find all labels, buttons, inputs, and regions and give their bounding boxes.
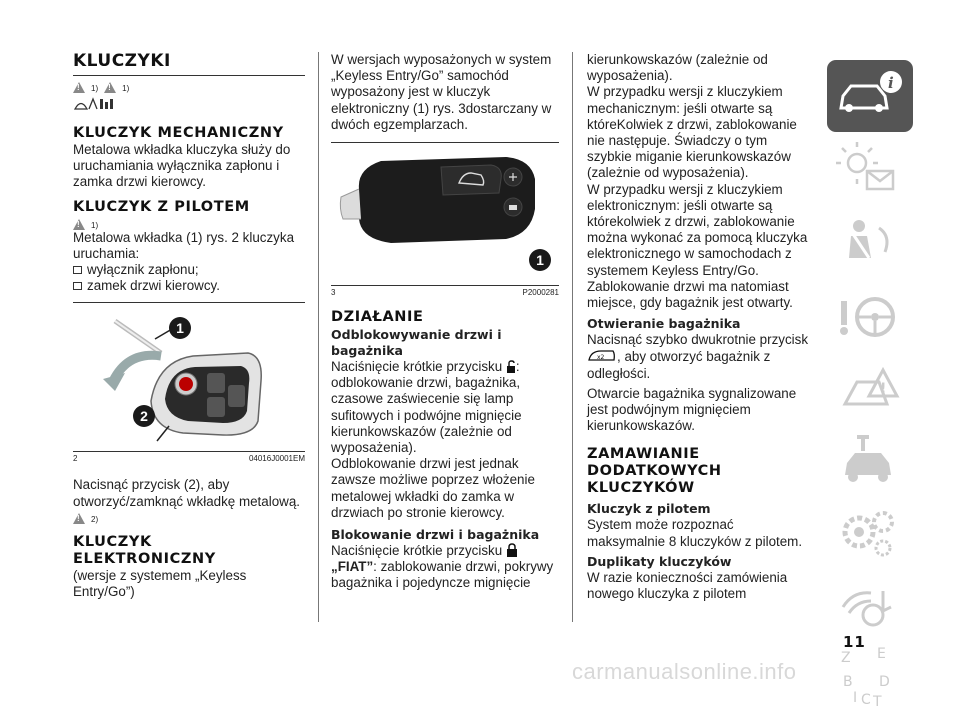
paragraph: Zablokowanie drzwi ma natomiast miejsce, gdy bagażnik jest otwarty. xyxy=(587,278,793,311)
warning-ref: 1) xyxy=(91,84,99,93)
sidebar-item-technical-data[interactable] xyxy=(827,498,913,570)
page-title: KLUCZYKI xyxy=(73,51,171,71)
seatbelt-airbag-icon xyxy=(827,206,913,278)
svg-text:x2: x2 xyxy=(597,354,605,362)
column-3 xyxy=(587,52,815,602)
subsection-title: Odblokowywanie drzwi i bagażnika xyxy=(331,327,502,359)
figure-rule xyxy=(73,451,305,452)
section-title: KLUCZYK ELEKTRONICZNY xyxy=(73,533,216,567)
section-title: DZIAŁANIE xyxy=(331,309,424,326)
index-letter: Z xyxy=(841,650,851,666)
figure-caption xyxy=(73,454,305,463)
warning-icon xyxy=(104,82,116,93)
warning-icon xyxy=(73,82,85,93)
column-divider xyxy=(318,52,319,622)
bullet-icon xyxy=(73,266,82,274)
callout-2: 2 xyxy=(133,405,155,427)
index-letter: T xyxy=(873,694,882,710)
warning-icon xyxy=(73,219,85,230)
paragraph: Nacisnąć przycisk (2), aby otworzyć/zamknąć wkładkę metalową. xyxy=(73,477,300,509)
list-item: wyłącznik zapłonu; xyxy=(73,262,305,278)
figure-3 xyxy=(331,149,559,285)
figure-rule xyxy=(331,142,559,143)
warning-road-icon xyxy=(827,352,913,424)
car-info-icon xyxy=(827,60,913,132)
paragraph: W razie konieczności zamówienia nowego kluczyka z pilotem xyxy=(587,569,788,602)
figure-number: 3 xyxy=(331,288,336,298)
section-title: KLUCZYK Z PILOTEM xyxy=(73,198,250,215)
warning-ref: 1) xyxy=(122,84,130,93)
figure-2 xyxy=(73,311,305,451)
paragraph: Otwarcie bagażnika sygnalizowane jest podwójnym mignięciem kierunkowskazów. xyxy=(587,385,797,434)
figure-number: 2 xyxy=(73,454,78,464)
unlock-icon xyxy=(506,360,516,374)
warning-refs xyxy=(73,82,305,93)
subsection-title: Duplikaty kluczyków xyxy=(587,553,732,569)
sidebar-item-maintenance[interactable] xyxy=(827,425,913,497)
warning-ref: 2) xyxy=(91,514,99,524)
figure-code: P2000281 xyxy=(522,288,559,298)
index-letter: E xyxy=(877,646,886,662)
column-2 xyxy=(331,52,559,592)
subsection-title: Blokowanie drzwi i bagażnika xyxy=(331,527,540,543)
paragraph: Metalowa wkładka (1) rys. 2 kluczyka uruchamia: xyxy=(73,229,295,261)
page-number: 11 xyxy=(843,633,866,651)
paragraph: W wersjach wyposażonych w system „Keyless Entry/Go” samochód wyposażony jest w kluczyk elektroniczny (1) rys. 3dostarczany w dwóch egzemplarzach. xyxy=(331,52,552,132)
paragraph: Naciśnięcie krótkie przycisku : odblokowanie drzwi, bagażnika, czasowe zaświecenie się lamp sufitowych i podwójne mignięcie kierunkowskazów (zależnie od wyposażenia). xyxy=(331,359,522,456)
warning-ref: 1) xyxy=(91,220,99,230)
callout-1: 1 xyxy=(529,249,551,271)
sidebar-item-emergency[interactable] xyxy=(827,352,913,424)
paragraph: Nacisnąć szybko dwukrotnie przycisk x2 , aby otworzyć bagażnik z odległości. xyxy=(587,332,809,381)
paragraph: System może rozpoznać maksymalnie 8 kluczyków z pilotem. xyxy=(587,517,803,549)
sidebar-item-safety[interactable] xyxy=(827,206,913,278)
paragraph: Odblokowanie drzwi jest jednak zawsze możliwe poprzez włożenie metalowej wkładki do zamka w drzwiach po stronie kierowcy. xyxy=(331,456,535,520)
column-1 xyxy=(73,52,305,600)
subsection-title: Otwieranie bagażnika xyxy=(587,316,741,332)
index-letter: C xyxy=(861,692,871,708)
figure-code: 04016J0001EM xyxy=(248,454,305,464)
index-letter: I xyxy=(853,690,858,706)
sidebar-item-starting[interactable] xyxy=(827,279,913,351)
lights-message-icon xyxy=(827,133,913,205)
steering-wheel-start-icon xyxy=(827,279,913,351)
paragraph: Naciśnięcie krótkie przycisku „FIAT”: zablokowanie drzwi, pokrywy bagażnika i pojedyncze mignięcie xyxy=(331,543,554,591)
svg-text:i: i xyxy=(888,74,894,92)
paragraph: W przypadku wersji z kluczykiem elektronicznym: jeśli otwarte są którekolwiek z drzwi, zablokowanie można wykonać za pomocą kluczyka elektronicznego w samochodach z systemem Keyless Entry/Go. xyxy=(587,181,808,278)
index-letters-icon xyxy=(827,644,913,716)
title-rule xyxy=(73,75,305,76)
multimedia-icon xyxy=(827,571,913,643)
column-divider xyxy=(572,52,573,622)
electronic-key-illustration xyxy=(331,149,559,285)
paragraph: (wersje z systemem „Keyless Entry/Go”) xyxy=(73,567,247,600)
watermark: carmanualsonline.info xyxy=(572,659,797,684)
sidebar-item-lights[interactable] xyxy=(827,133,913,205)
trunk-button-icon xyxy=(587,348,617,364)
figure-caption xyxy=(331,288,559,297)
section-title: KLUCZYK MECHANICZNY xyxy=(73,125,284,141)
sidebar-item-multimedia[interactable] xyxy=(827,571,913,643)
callout-1: 1 xyxy=(169,317,191,339)
warning-refs xyxy=(73,219,305,230)
paragraph: Metalowa wkładka kluczyka służy do uruchamiania wyłącznika zapłonu i zamka drzwi kierowcy. xyxy=(73,142,291,190)
warning-refs xyxy=(73,513,305,524)
paragraph: kierunkowskazów (zależnie od wyposażenia). xyxy=(587,52,768,84)
warning-icon xyxy=(73,513,85,524)
section-title: ZAMAWIANIE DODATKOWYCH KLUCZYKÓW xyxy=(587,446,722,497)
sidebar-item-car-info[interactable] xyxy=(827,60,913,132)
figure-rule xyxy=(73,302,305,303)
paragraph: W przypadku wersji z kluczykiem mechanicznym: jeśli otwarte są któreKolwiek z drzwi, zablokowanie nie następuje. Świadczy o tym szybkie miganie kierunkowskazów (zależnie od wyposażenia). xyxy=(587,84,797,181)
settings-gears-icon xyxy=(827,498,913,570)
lock-icon xyxy=(506,543,518,558)
service-car-icon xyxy=(827,425,913,497)
sidebar-item-index[interactable] xyxy=(827,644,913,716)
index-letter: D xyxy=(879,674,890,690)
index-letter: B xyxy=(843,674,853,690)
environment-icon xyxy=(73,96,305,117)
svg-text:!: ! xyxy=(880,381,887,397)
figure-rule xyxy=(331,285,559,286)
chapter-sidebar xyxy=(827,60,913,717)
subsection-title: Kluczyk z pilotem xyxy=(587,501,711,517)
list-item: zamek drzwi kierowcy. xyxy=(73,278,305,294)
bullet-icon xyxy=(73,282,82,290)
